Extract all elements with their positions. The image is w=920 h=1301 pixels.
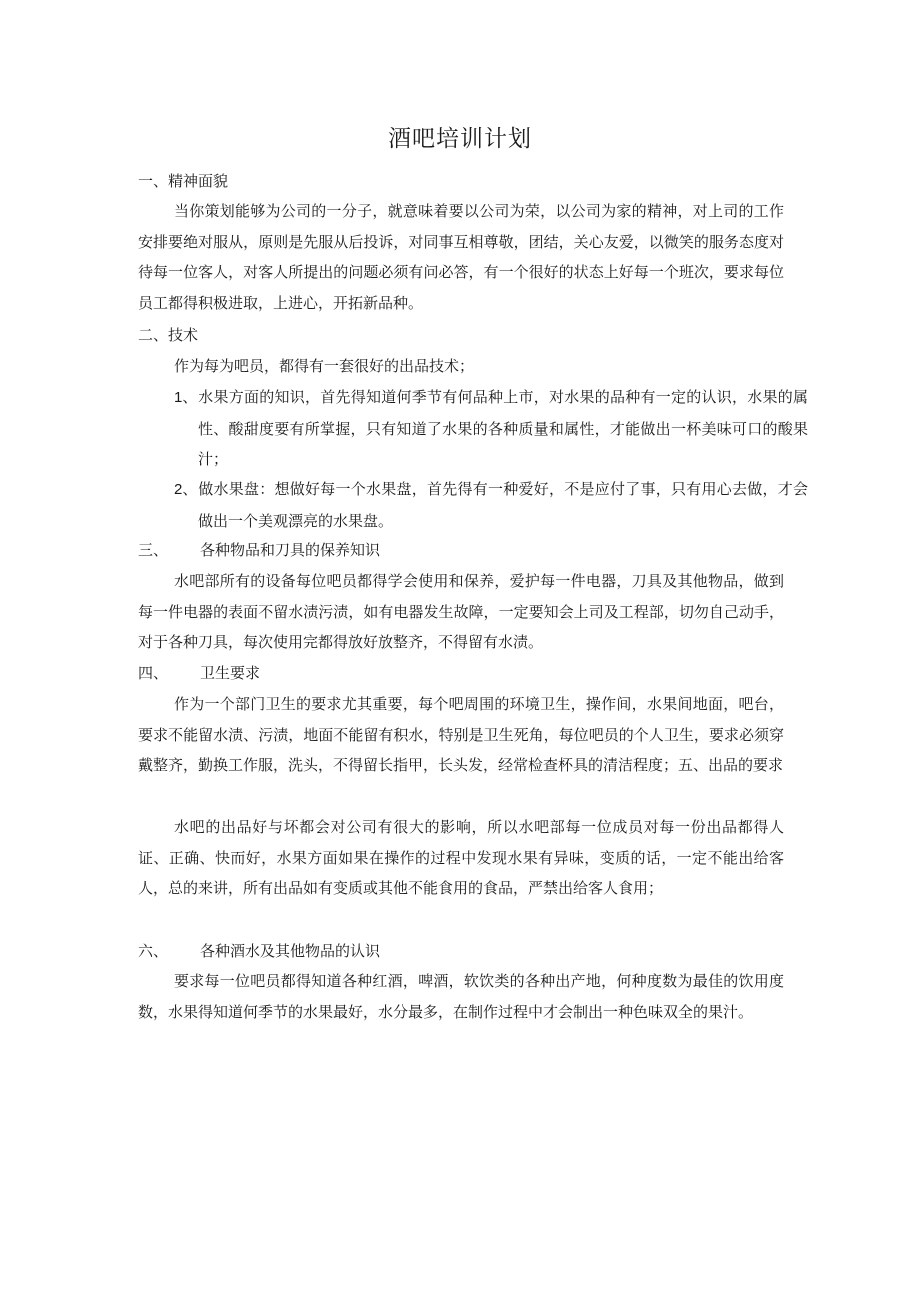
section-number: 三、 <box>138 541 169 559</box>
section-heading-text: 各种酒水及其他物品的认识 <box>200 942 381 960</box>
section-heading-text: 卫生要求 <box>200 664 261 682</box>
list-item-text: 做水果盘：想做好每一个水果盘，首先得有一种爱好，不是应付了事，只有用心去做，才会做出一个美观漂亮的水果盘。 <box>198 480 808 530</box>
section-paragraph-6: 要求每一位吧员都得知道各种红酒，啤酒，软饮类的各种出产地，何种度数为最佳的饮用度数，水果得知道何季节的水果最好，水分最多，在制作过程中才会制出一种色味双全的果汁。 <box>138 972 784 1021</box>
section-heading-text: 各种物品和刀具的保养知识 <box>200 541 381 559</box>
section-heading-1 <box>138 166 228 196</box>
section-paragraph-1: 当你策划能够为公司的一分子，就意味着要以公司为荣，以公司为家的精神，对上司的工作安排要绝对服从，原则是先服从后投诉，对同事互相尊敬，团结，关心友爱，以微笑的服务态度对待每一位客人，对客人所提出的问题必须有问必答，有一个很好的状态上好每一个班次，要求每位员工都得积极进取，上进心，开拓新品种。 <box>138 202 784 312</box>
section-number: 四、 <box>138 664 169 682</box>
section-heading-6 <box>138 936 380 966</box>
document-title: 酒吧培训计划 <box>388 126 532 152</box>
list-item-marker: 2、 <box>174 481 198 498</box>
section-heading-2 <box>138 320 198 350</box>
section-heading-text: 技术 <box>168 326 199 344</box>
list-item-1 <box>174 382 808 475</box>
section-paragraph-3: 水吧部所有的设备每位吧员都得学会使用和保养，爱护每一件电器，刀具及其他物品，做到每一件电器的表面不留水渍污渍，如有电器发生故障，一定要知会上司及工程部，切勿自己动手，对于各种刀具，每次使用完都得放好放整齐，不得留有水渍。 <box>138 572 784 651</box>
list-item-marker: 1、 <box>174 389 198 406</box>
section-heading-3 <box>138 535 380 565</box>
list-item-text: 水果方面的知识，首先得知道何季节有何品种上市，对水果的品种有一定的认识，水果的属性、酸甜度要有所掌握，只有知道了水果的各种质量和属性，才能做出一杯美味可口的酸果汁； <box>198 388 808 468</box>
section-number: 六、 <box>138 942 169 960</box>
section-paragraph-4: 作为一个部门卫生的要求尤其重要，每个吧周围的环境卫生，操作间，水果间地面，吧台，要求不能留水渍、污渍，地面不能留有积水，特别是卫生死角，每位吧员的个人卫生，要求必须穿戴整齐，勤换工作服，洗头，不得留长指甲，长头发，经常检查杯具的清洁程度；五、出品的要求 <box>138 695 784 774</box>
list-item-2 <box>174 474 808 536</box>
section-paragraph-5: 水吧的出品好与坏都会对公司有很大的影响，所以水吧部每一位成员对每一份出品都得人证、正确、快而好，水果方面如果在操作的过程中发现水果有异味，变质的话，一定不能出给客人，总的来讲，所有出品如有变质或其他不能食用的食品，严禁出给客人食用； <box>138 818 784 897</box>
section-number: 二、 <box>138 326 169 344</box>
section-heading-text: 精神面貌 <box>168 172 229 190</box>
section-heading-4 <box>138 658 260 688</box>
section-number: 一、 <box>138 172 169 190</box>
section-intro-2: 作为每为吧员，都得有一套很好的出品技术； <box>174 357 475 375</box>
